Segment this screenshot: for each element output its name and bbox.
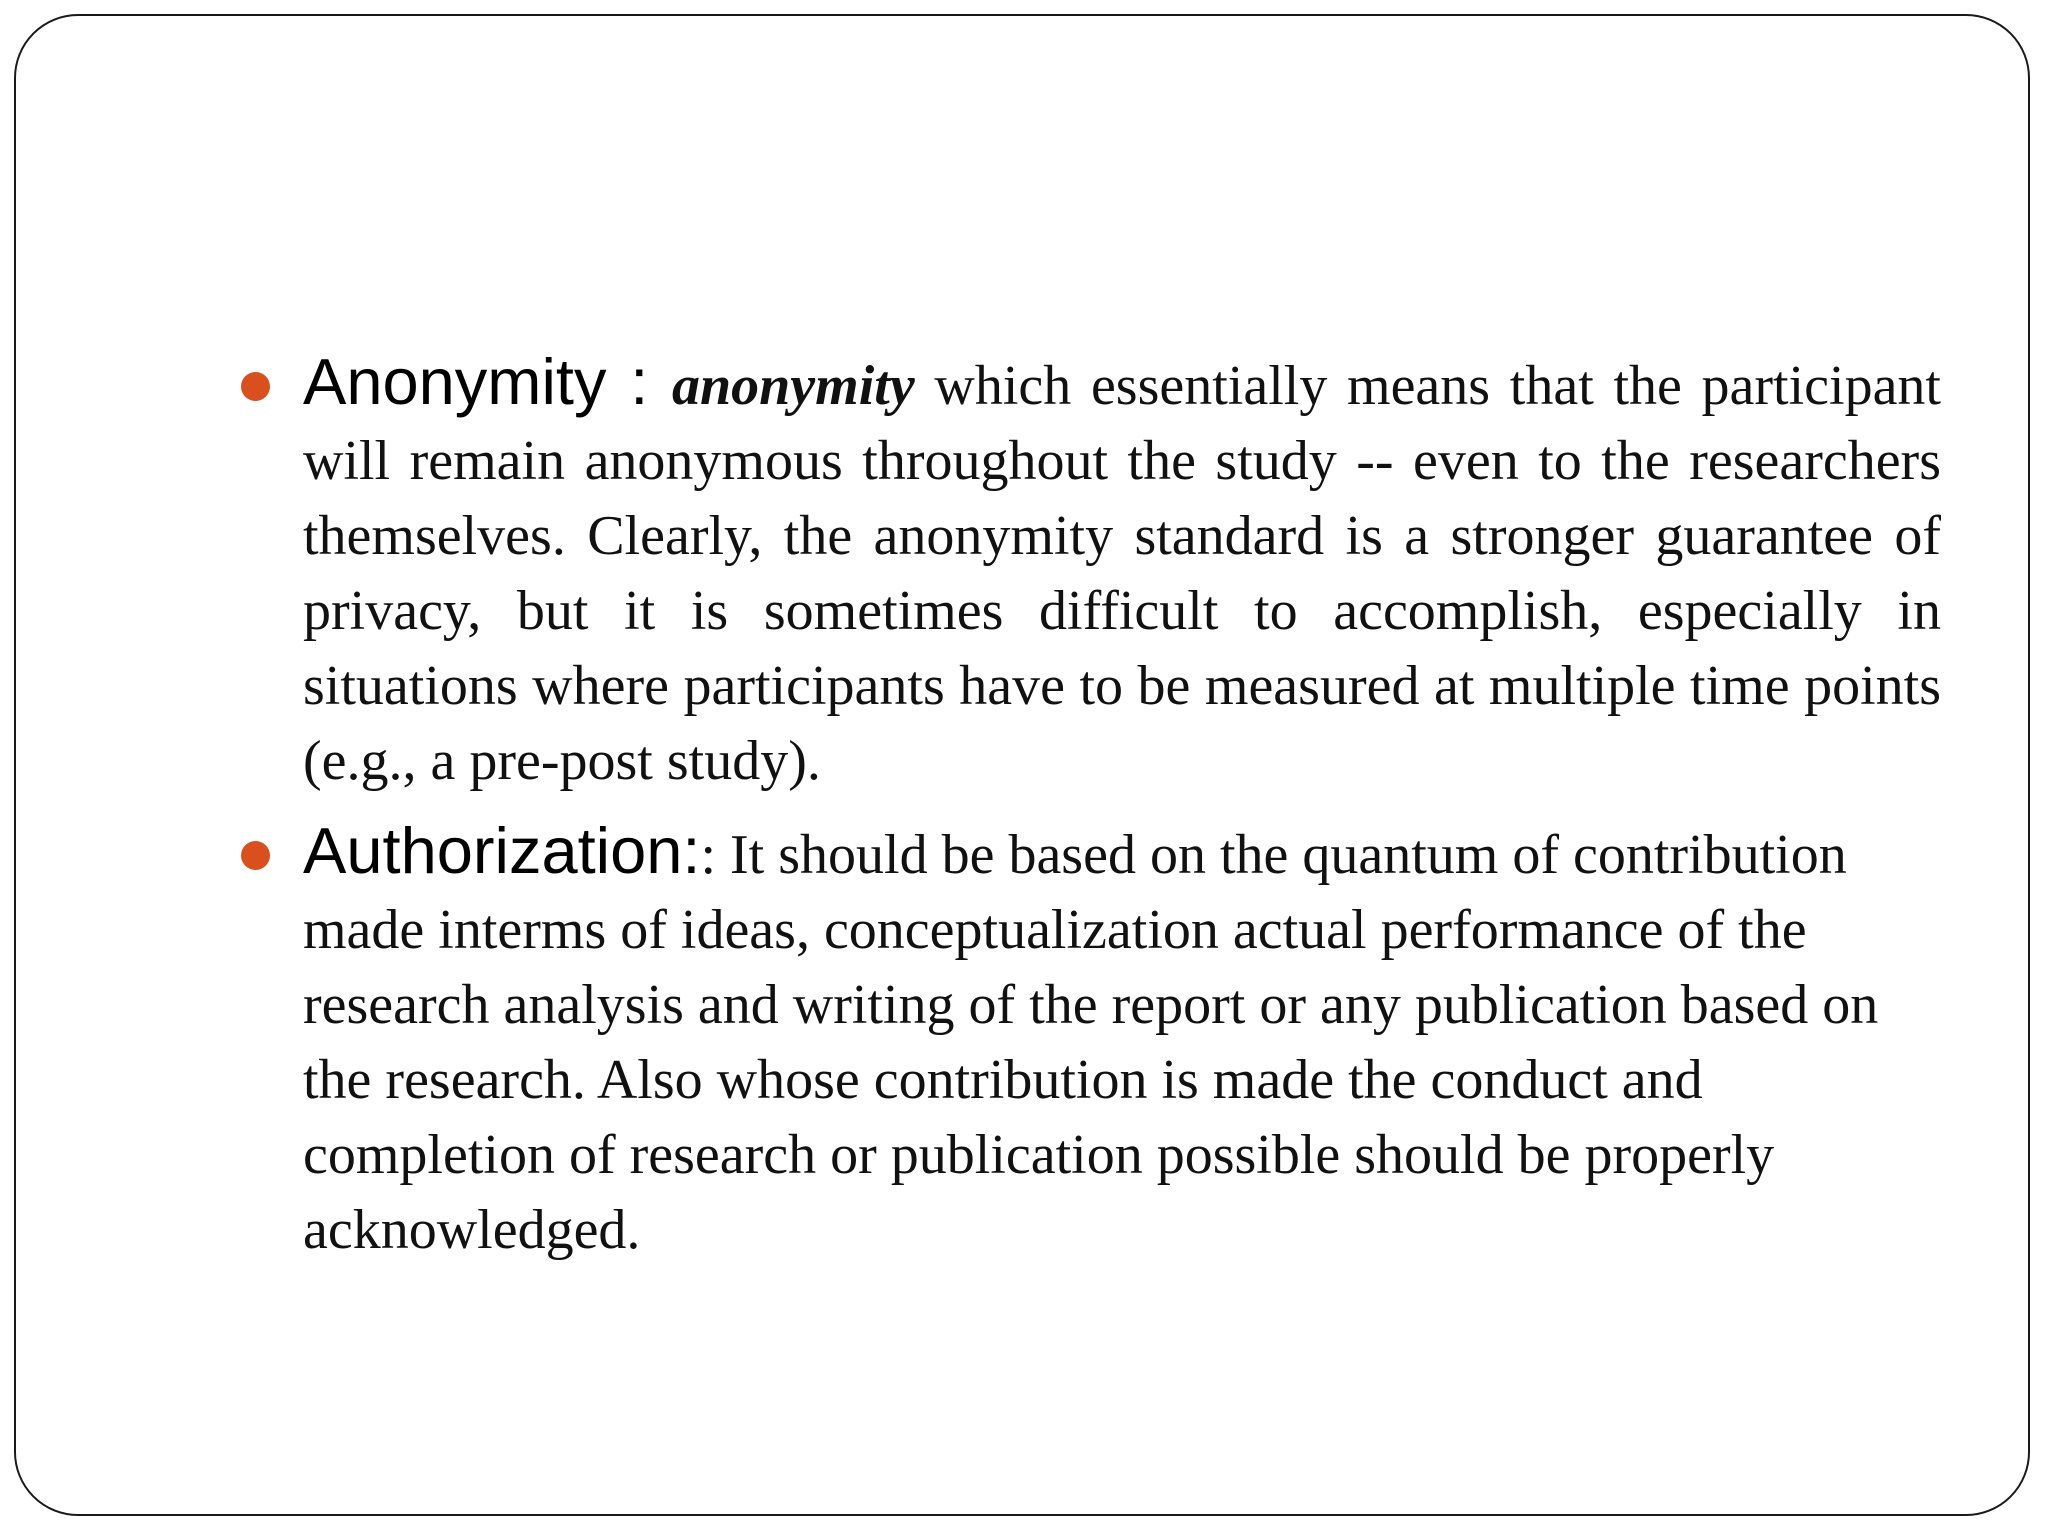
bullet-separator: : [606, 345, 673, 418]
slide-content [241, 344, 1941, 1282]
bullet-text: which essentially means that the participant will remain anonymous throughout the study -- even to the researchers themselves. Clearly, the anonymity standard is a stronger guarantee of privacy, but it is sometimes difficult to accomplish, especially in situations where participants have to be measured at multiple time points (e.g., a pre-post study). [303, 355, 1941, 792]
bullet-paragraph [303, 813, 1913, 1268]
bullet-paragraph [303, 344, 1941, 799]
bullet-dot-icon [241, 372, 270, 401]
bullet-dot-icon [241, 841, 270, 870]
bullet-emphasis: anonymity [672, 355, 915, 417]
bullet-term: Anonymity [303, 345, 607, 418]
bullet-text: : It should be based on the quantum of contribution made interms of ideas, conceptualization actual performance of the research analysis and writing of the report or any publication based on the research. Also whose contribution is made the conduct and completion of research or publication possible should be properly acknowledged. [303, 824, 1879, 1261]
slide [14, 14, 2030, 1516]
bullet-authorization [241, 813, 1941, 1268]
bullet-anonymity [241, 344, 1941, 799]
bullet-term: Authorization: [303, 814, 701, 887]
